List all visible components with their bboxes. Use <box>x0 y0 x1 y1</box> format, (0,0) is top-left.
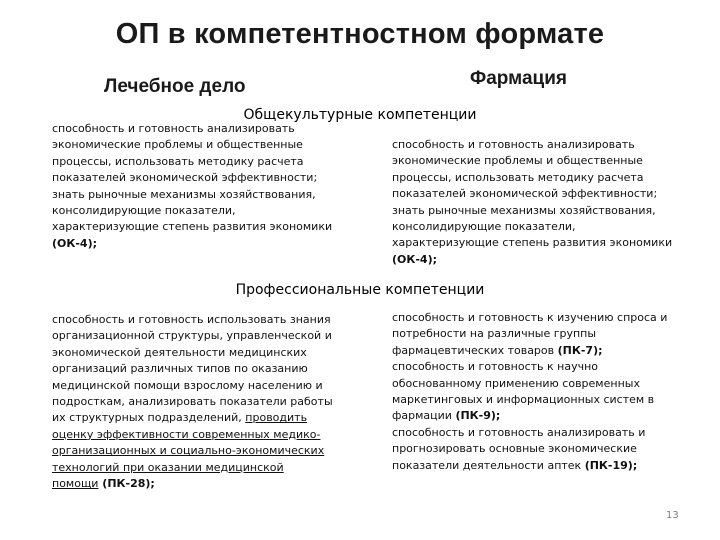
competence-text: способность и готовность к изучению спроса и потребности на различные группы фармацевтических товаров <box>392 311 668 357</box>
competence-text: способность и готовность анализировать и прогнозировать основные экономические показатели деятельности аптек <box>392 425 646 472</box>
competence-code: (ОК-4); <box>52 236 98 250</box>
professional-competence-medicine <box>52 312 352 492</box>
competence-text: способность и готовность использовать знания организационной структуры, управленческой и экономической деятельности медицинских организаций различных типов по оказанию медицинской помощи взрослому населению и подросткам, анализировать показатели работы их структурных подразделений, <box>52 313 333 425</box>
general-competence-pharmacy <box>392 137 692 268</box>
competence-text-underlined: проводить <box>245 411 308 425</box>
competence-text: способность и готовность к научно обоснованному применению современных маркетинговых и информационных систем в фармации <box>392 360 655 423</box>
competence-code: (ПК-7); <box>557 343 603 357</box>
page-title: ОП в компетентностном формате <box>115 18 605 50</box>
competence-code: (ПК-9); <box>455 409 501 423</box>
page-number: 13 <box>666 510 679 521</box>
competence-text: способность и готовность анализировать экономические проблемы и общественные процессы, использовать методику расчета показателей экономической эффективности; знать рыночные механизмы хозяйствования, консолидирующие показатели, характеризующие степень развития экономики <box>392 138 673 250</box>
professional-competence-pharmacy <box>392 310 692 474</box>
column-heading-medicine: Лечебное дело <box>104 76 246 97</box>
general-competence-medicine <box>52 121 352 252</box>
column-heading-pharmacy: Фармация <box>470 68 567 89</box>
section-heading-general: Общекультурные компетенции <box>243 107 477 123</box>
competence-code: (ПК-28); <box>98 477 155 491</box>
competence-text: способность и готовность анализировать экономические проблемы и общественные процессы, использовать методику расчета показателей экономической эффективности; знать рыночные механизмы хозяйствования, консолидирующие показатели, характеризующие степень развития экономики <box>52 122 333 234</box>
competence-text-underlined: оценку эффективности современных медико- организационных и социально-экономических технологий при оказании медицинской помощи <box>52 427 325 491</box>
section-heading-professional: Профессиональные компетенции <box>235 282 485 298</box>
competence-code: (ПК-19); <box>584 458 638 472</box>
competence-code: (ОК-4); <box>392 252 438 266</box>
